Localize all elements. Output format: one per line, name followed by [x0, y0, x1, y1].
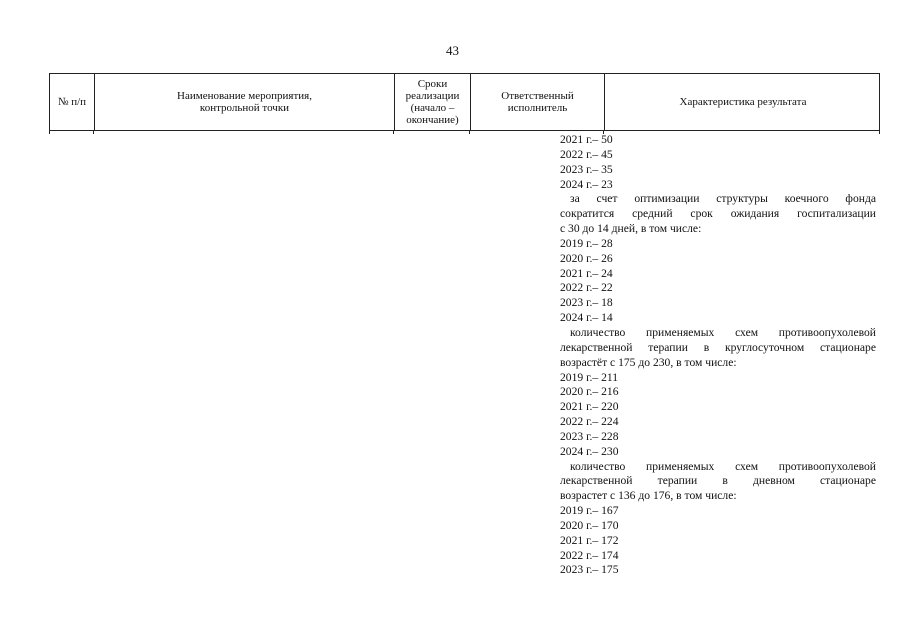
header-col-terms-label: Сроки реализации (начало – окончание) — [405, 78, 460, 126]
result-paragraph-line: количество применяемых схем противоопухолевой — [570, 325, 876, 339]
result-paragraph — [560, 460, 876, 505]
header-col-terms — [394, 74, 470, 130]
result-year-line: 2023 г.– 228 — [560, 429, 619, 443]
result-paragraph-line: лекарственной терапии в дневном стационаре — [560, 474, 876, 488]
result-year-line: 2021 г.– 172 — [560, 533, 619, 547]
result-paragraph — [560, 326, 876, 371]
result-year-line: 2020 г.– 26 — [560, 251, 613, 265]
result-paragraph-line: с 30 до 14 дней, в том числе: — [560, 222, 702, 236]
result-paragraph-line: количество применяемых схем противоопухолевой — [570, 459, 876, 473]
table-header — [49, 73, 880, 131]
result-year-line: 2020 г.– 216 — [560, 385, 619, 399]
column-divider — [393, 131, 394, 134]
result-paragraph-line: лекарственной терапии в круглосуточном стационаре — [560, 340, 876, 354]
result-year-line: 2024 г.– 14 — [560, 311, 613, 325]
table-body — [0, 131, 905, 640]
result-year-line: 2024 г.– 23 — [560, 177, 613, 191]
column-divider — [879, 131, 880, 134]
header-col-name — [94, 74, 394, 130]
result-year-line: 2022 г.– 174 — [560, 548, 619, 562]
result-year-line: 2019 г.– 167 — [560, 504, 619, 518]
result-paragraph-line: возрастет с 136 до 176, в том числе: — [560, 489, 737, 503]
header-col-name-label: Наименование мероприятия, контрольной точки — [177, 90, 312, 114]
result-year-line: 2020 г.– 170 — [560, 518, 619, 532]
result-year-line: 2023 г.– 175 — [560, 563, 619, 577]
result-paragraph-line: возрастёт с 175 до 230, в том числе: — [560, 355, 737, 369]
result-year-line: 2022 г.– 224 — [560, 415, 619, 429]
result-year-line: 2021 г.– 50 — [560, 133, 613, 146]
header-col-result — [604, 74, 881, 130]
result-year-line: 2019 г.– 28 — [560, 236, 613, 250]
column-divider — [93, 131, 94, 134]
result-year-line: 2023 г.– 18 — [560, 296, 613, 310]
result-year-line: 2019 г.– 211 — [560, 370, 619, 384]
result-year-line: 2022 г.– 45 — [560, 147, 613, 161]
result-characteristics — [560, 133, 876, 578]
result-paragraph-line: за счет оптимизации структуры коечного фонда — [570, 192, 876, 206]
result-year-line: 2023 г.– 35 — [560, 162, 613, 176]
header-col-responsible-label: Ответственный исполнитель — [501, 90, 574, 114]
result-paragraph — [560, 192, 876, 237]
header-col-number — [50, 74, 94, 130]
column-divider — [469, 131, 470, 134]
header-col-number-label: № п/п — [57, 96, 87, 108]
page-number: 43 — [446, 43, 459, 58]
result-year-line: 2021 г.– 24 — [560, 266, 613, 280]
result-year-line: 2021 г.– 220 — [560, 400, 619, 414]
result-year-line: 2024 г.– 230 — [560, 444, 619, 458]
result-year-line: 2022 г.– 22 — [560, 281, 613, 295]
header-col-responsible — [470, 74, 604, 130]
result-paragraph-line: сократится средний срок ожидания госпитализации — [560, 207, 876, 221]
column-divider — [49, 131, 50, 134]
header-col-result-label: Характеристика результата — [679, 96, 807, 108]
